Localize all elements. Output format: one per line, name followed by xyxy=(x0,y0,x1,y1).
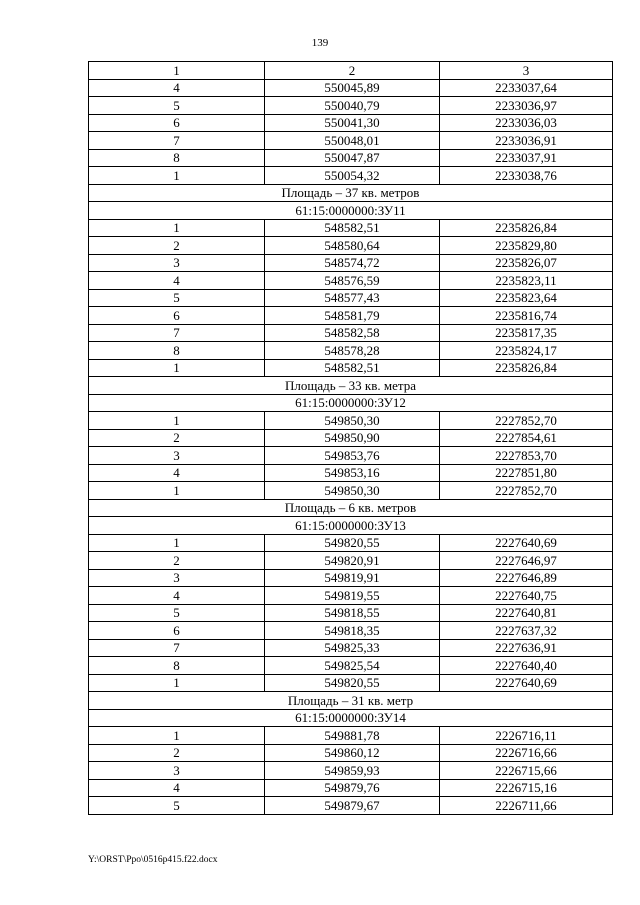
parcel-cadastral-id: 61:15:0000000:ЗУ11 xyxy=(89,202,613,220)
x-coordinate-cell: 549879,76 xyxy=(265,779,440,797)
x-coordinate-cell: 550041,30 xyxy=(265,114,440,132)
table-row xyxy=(89,79,613,97)
x-coordinate-cell: 549879,67 xyxy=(265,797,440,815)
point-number-cell: 1 xyxy=(89,534,265,552)
point-number-cell: 1 xyxy=(89,359,265,377)
y-coordinate-cell: 2227636,91 xyxy=(440,639,613,657)
y-coordinate-cell: 2227851,80 xyxy=(440,464,613,482)
point-number-cell: 7 xyxy=(89,132,265,150)
table-row xyxy=(89,552,613,570)
point-number-cell: 1 xyxy=(89,167,265,185)
parcel-cadastral-id: 61:15:0000000:ЗУ12 xyxy=(89,394,613,412)
table-row xyxy=(89,272,613,290)
table-row xyxy=(89,622,613,640)
table-row xyxy=(89,797,613,815)
area-label-row xyxy=(89,377,613,395)
point-number-cell: 4 xyxy=(89,779,265,797)
table-row xyxy=(89,674,613,692)
y-coordinate-cell: 2227640,75 xyxy=(440,587,613,605)
x-coordinate-cell: 549818,55 xyxy=(265,604,440,622)
y-coordinate-cell: 2235823,11 xyxy=(440,272,613,290)
x-coordinate-cell: 548574,72 xyxy=(265,254,440,272)
point-number-cell: 1 xyxy=(89,674,265,692)
point-number-cell: 5 xyxy=(89,604,265,622)
y-coordinate-cell: 2233038,76 xyxy=(440,167,613,185)
table-row xyxy=(89,587,613,605)
x-coordinate-cell: 549820,55 xyxy=(265,534,440,552)
x-coordinate-cell: 550047,87 xyxy=(265,149,440,167)
table-row xyxy=(89,569,613,587)
point-number-cell: 5 xyxy=(89,289,265,307)
table-row xyxy=(89,237,613,255)
point-number-cell: 1 xyxy=(89,727,265,745)
table-row xyxy=(89,727,613,745)
table-row xyxy=(89,324,613,342)
table-row xyxy=(89,149,613,167)
x-coordinate-cell: 550048,01 xyxy=(265,132,440,150)
y-coordinate-cell: 2235826,84 xyxy=(440,219,613,237)
parcel-id-row xyxy=(89,394,613,412)
y-coordinate-cell: 2233036,91 xyxy=(440,132,613,150)
point-number-cell: 8 xyxy=(89,657,265,675)
point-number-cell: 1 xyxy=(89,412,265,430)
table-row xyxy=(89,639,613,657)
x-coordinate-cell: 549853,16 xyxy=(265,464,440,482)
x-coordinate-cell: 548577,43 xyxy=(265,289,440,307)
point-number-cell: 3 xyxy=(89,254,265,272)
point-number-cell: 4 xyxy=(89,464,265,482)
table-row xyxy=(89,219,613,237)
x-coordinate-cell: 550040,79 xyxy=(265,97,440,115)
y-coordinate-cell: 2227854,61 xyxy=(440,429,613,447)
x-coordinate-cell: 549850,30 xyxy=(265,412,440,430)
point-number-cell: 1 xyxy=(89,482,265,500)
area-label-row xyxy=(89,692,613,710)
point-number-cell: 3 xyxy=(89,447,265,465)
y-coordinate-cell: 2227646,89 xyxy=(440,569,613,587)
x-coordinate-cell: 548582,51 xyxy=(265,219,440,237)
point-number-cell: 2 xyxy=(89,552,265,570)
table-row xyxy=(89,342,613,360)
header-cell-x: 2 xyxy=(265,62,440,80)
y-coordinate-cell: 2235829,80 xyxy=(440,237,613,255)
table-row xyxy=(89,744,613,762)
x-coordinate-cell: 549850,90 xyxy=(265,429,440,447)
y-coordinate-cell: 2226716,66 xyxy=(440,744,613,762)
y-coordinate-cell: 2227646,97 xyxy=(440,552,613,570)
point-number-cell: 2 xyxy=(89,744,265,762)
page-number: 139 xyxy=(311,37,329,49)
y-coordinate-cell: 2227640,69 xyxy=(440,674,613,692)
point-number-cell: 6 xyxy=(89,307,265,325)
table-row xyxy=(89,429,613,447)
y-coordinate-cell: 2235826,07 xyxy=(440,254,613,272)
table-row xyxy=(89,254,613,272)
x-coordinate-cell: 549820,91 xyxy=(265,552,440,570)
header-cell-y: 3 xyxy=(440,62,613,80)
point-number-cell: 4 xyxy=(89,587,265,605)
coordinates-table xyxy=(88,61,613,815)
point-number-cell: 7 xyxy=(89,324,265,342)
table-row xyxy=(89,482,613,500)
area-label: Площадь – 6 кв. метров xyxy=(89,499,613,517)
point-number-cell: 2 xyxy=(89,237,265,255)
area-label: Площадь – 33 кв. метра xyxy=(89,377,613,395)
y-coordinate-cell: 2227640,40 xyxy=(440,657,613,675)
y-coordinate-cell: 2227853,70 xyxy=(440,447,613,465)
point-number-cell: 3 xyxy=(89,569,265,587)
area-label: Площадь – 37 кв. метров xyxy=(89,184,613,202)
x-coordinate-cell: 549818,35 xyxy=(265,622,440,640)
table-row xyxy=(89,307,613,325)
x-coordinate-cell: 549881,78 xyxy=(265,727,440,745)
table-row xyxy=(89,289,613,307)
table-row xyxy=(89,359,613,377)
point-number-cell: 8 xyxy=(89,342,265,360)
table-row xyxy=(89,604,613,622)
x-coordinate-cell: 550045,89 xyxy=(265,79,440,97)
point-number-cell: 6 xyxy=(89,114,265,132)
y-coordinate-cell: 2233037,91 xyxy=(440,149,613,167)
table-row xyxy=(89,167,613,185)
y-coordinate-cell: 2226715,66 xyxy=(440,762,613,780)
point-number-cell: 7 xyxy=(89,639,265,657)
x-coordinate-cell: 549825,33 xyxy=(265,639,440,657)
table-row xyxy=(89,114,613,132)
parcel-id-row xyxy=(89,709,613,727)
coordinates-table-body xyxy=(89,62,613,815)
table-row xyxy=(89,534,613,552)
point-number-cell: 6 xyxy=(89,622,265,640)
x-coordinate-cell: 548582,58 xyxy=(265,324,440,342)
y-coordinate-cell: 2227852,70 xyxy=(440,482,613,500)
y-coordinate-cell: 2233037,64 xyxy=(440,79,613,97)
point-number-cell: 5 xyxy=(89,797,265,815)
y-coordinate-cell: 2233036,97 xyxy=(440,97,613,115)
y-coordinate-cell: 2226715,16 xyxy=(440,779,613,797)
x-coordinate-cell: 548581,79 xyxy=(265,307,440,325)
x-coordinate-cell: 548576,59 xyxy=(265,272,440,290)
parcel-id-row xyxy=(89,517,613,535)
y-coordinate-cell: 2235826,84 xyxy=(440,359,613,377)
parcel-cadastral-id: 61:15:0000000:ЗУ13 xyxy=(89,517,613,535)
table-row xyxy=(89,657,613,675)
x-coordinate-cell: 549825,54 xyxy=(265,657,440,675)
x-coordinate-cell: 549820,55 xyxy=(265,674,440,692)
x-coordinate-cell: 550054,32 xyxy=(265,167,440,185)
x-coordinate-cell: 549853,76 xyxy=(265,447,440,465)
x-coordinate-cell: 549819,55 xyxy=(265,587,440,605)
x-coordinate-cell: 549860,12 xyxy=(265,744,440,762)
x-coordinate-cell: 549859,93 xyxy=(265,762,440,780)
table-row xyxy=(89,762,613,780)
y-coordinate-cell: 2227637,32 xyxy=(440,622,613,640)
x-coordinate-cell: 548582,51 xyxy=(265,359,440,377)
area-label-row xyxy=(89,184,613,202)
point-number-cell: 4 xyxy=(89,79,265,97)
table-row xyxy=(89,412,613,430)
x-coordinate-cell: 549850,30 xyxy=(265,482,440,500)
table-row xyxy=(89,132,613,150)
x-coordinate-cell: 548578,28 xyxy=(265,342,440,360)
y-coordinate-cell: 2226711,66 xyxy=(440,797,613,815)
y-coordinate-cell: 2227852,70 xyxy=(440,412,613,430)
y-coordinate-cell: 2235817,35 xyxy=(440,324,613,342)
parcel-id-row xyxy=(89,202,613,220)
point-number-cell: 2 xyxy=(89,429,265,447)
y-coordinate-cell: 2235823,64 xyxy=(440,289,613,307)
y-coordinate-cell: 2226716,11 xyxy=(440,727,613,745)
table-row xyxy=(89,97,613,115)
header-cell-point: 1 xyxy=(89,62,265,80)
table-row xyxy=(89,447,613,465)
y-coordinate-cell: 2233036,03 xyxy=(440,114,613,132)
x-coordinate-cell: 548580,64 xyxy=(265,237,440,255)
y-coordinate-cell: 2235816,74 xyxy=(440,307,613,325)
area-label-row xyxy=(89,499,613,517)
point-number-cell: 4 xyxy=(89,272,265,290)
y-coordinate-cell: 2227640,81 xyxy=(440,604,613,622)
y-coordinate-cell: 2227640,69 xyxy=(440,534,613,552)
parcel-cadastral-id: 61:15:0000000:ЗУ14 xyxy=(89,709,613,727)
y-coordinate-cell: 2235824,17 xyxy=(440,342,613,360)
point-number-cell: 1 xyxy=(89,219,265,237)
table-row xyxy=(89,779,613,797)
x-coordinate-cell: 549819,91 xyxy=(265,569,440,587)
area-label: Площадь – 31 кв. метр xyxy=(89,692,613,710)
footer-file-path: Y:\ORST\Ppo\0516p415.f22.docx xyxy=(88,855,218,865)
point-number-cell: 3 xyxy=(89,762,265,780)
point-number-cell: 5 xyxy=(89,97,265,115)
table-row xyxy=(89,464,613,482)
point-number-cell: 8 xyxy=(89,149,265,167)
table-header-row xyxy=(89,62,613,80)
